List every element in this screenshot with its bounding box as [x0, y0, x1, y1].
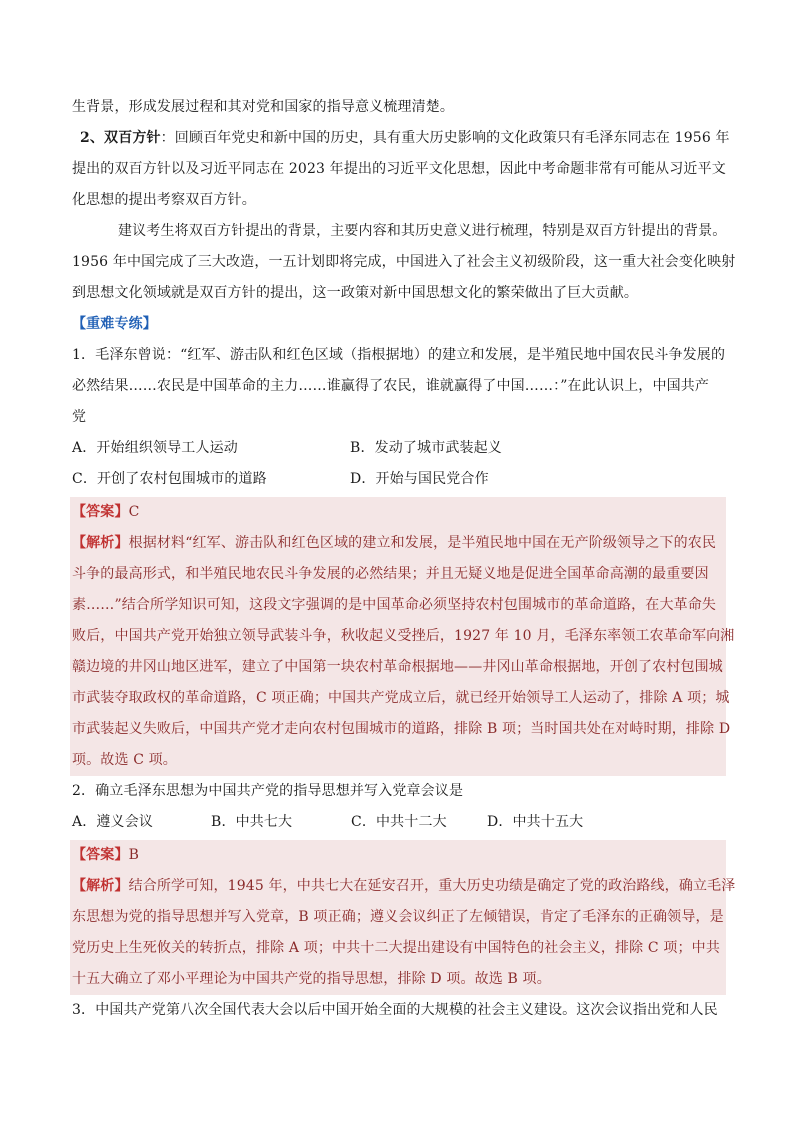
question-2-answer-block — [70, 840, 736, 995]
paragraph-line: 化思想的提出考察双百方针。 — [72, 192, 256, 208]
answer-value: C — [128, 504, 140, 520]
document-page — [72, 92, 736, 1026]
question-1-options-row — [72, 433, 724, 464]
option-b: B．发动了城市武装起义 — [350, 440, 502, 456]
section-title: 【重难专练】 — [72, 316, 157, 332]
option-a: A．遵义会议 — [72, 814, 154, 830]
option-b: B．中共七大 — [211, 814, 293, 830]
option-d: D．开始与国民党合作 — [350, 471, 489, 487]
option-d: D．中共十五大 — [487, 814, 584, 830]
analysis-line: 十五大确立了邓小平理论为中国共产党的指导思想，排除 D 项。故选 B 项。 — [72, 971, 551, 987]
paragraph-text: ：回顾百年党史和新中国的历史，具有重大历史影响的文化政策只有毛泽东同志在 1956 年 — [160, 130, 730, 146]
analysis-line: 东思想为党的指导思想并写入党章，B 项正确；遵义会议纠正了左倾错误，肯定了毛泽东的正确领导，是 — [72, 909, 724, 925]
question-3-stem: 3．中国共产党第八次全国代表大会以后中国开始全面的大规模的社会主义建设。这次会议指出党和人民 — [72, 1002, 718, 1018]
analysis-line: 市武装夺取政权的革命道路，C 项正确；中国共产党成立后，就已经开始领导工人运动了，排除 A 项；城 — [72, 690, 730, 706]
analysis-line: 市武装起义失败后，中国共产党才走向农村包围城市的道路，排除 B 项；当时国共处在对峙时期，排除 D — [72, 721, 731, 737]
question-1-answer-block — [70, 497, 735, 776]
analysis-line — [72, 871, 736, 902]
analysis-line: 素……”结合所学知识可知，这段文字强调的是中国革命必须坚持农村包围城市的革命道路，在大革命失 — [72, 597, 717, 613]
analysis-line: 赣边境的井冈山地区进军，建立了中国第一块农村革命根据地——井冈山革命根据地，开创了农村包围城 — [72, 659, 723, 675]
answer-line — [72, 840, 726, 871]
option-c: C．开创了农村包围城市的道路 — [72, 471, 267, 487]
paragraph-line: 到思想文化领域就是双百方针的提出，这一政策对新中国思想文化的繁荣做出了巨大贡献。 — [72, 285, 638, 301]
paragraph-label: 2、双百方针 — [80, 130, 161, 146]
question-1-stem: 必然结果……农民是中国革命的主力……谁赢得了农民，谁就赢得了中国……：”在此认识上，中国共产 — [72, 378, 710, 394]
question-2-options-row — [72, 807, 724, 838]
analysis-line: 败后，中国共产党开始独立领导武装斗争，秋收起义受挫后，1927 年 10 月，毛泽东率领工农革命军向湘 — [72, 628, 735, 644]
analysis-line: 项。故选 C 项。 — [72, 752, 177, 768]
answer-line — [72, 497, 726, 528]
analysis-line: 斗争的最高形式，和半殖民地农民斗争发展的必然结果；并且无疑义地是促进全国革命高潮的最重要因 — [72, 566, 709, 582]
option-a: A．开始组织领导工人运动 — [72, 440, 238, 456]
answer-tag: 【答案】 — [72, 847, 129, 863]
option-c: C．中共十二大 — [351, 814, 447, 830]
paragraph-double-hundred — [72, 123, 730, 154]
analysis-line: 党历史上生死攸关的转折点，排除 A 项；中共十二大提出建设有中国特色的社会主义，排除 C 项；中共 — [72, 940, 720, 956]
question-1-stem: 1．毛泽东曾说：“红军、游击队和红色区域（指根据地）的建立和发展，是半殖民地中国农民斗争发展的 — [72, 347, 726, 363]
question-2-stem: 2．确立毛泽东思想为中国共产党的指导思想并写入党章会议是 — [72, 783, 464, 799]
analysis-tag: 【解析】 — [72, 878, 129, 894]
analysis-text: 结合所学可知，1945 年，中共七大在延安召开，重大历史功绩是确定了党的政治路线，确立毛泽 — [128, 878, 736, 894]
question-1-stem: 党 — [72, 409, 87, 425]
intro-line: 生背景，形成发展过程和其对党和国家的指导意义梳理清楚。 — [72, 99, 455, 115]
paragraph-line: 提出的双百方针以及习近平同志在 2023 年提出的习近平文化思想，因此中考命题非常有可能从习近平文 — [72, 161, 726, 177]
analysis-text: 根据材料“红军、游击队和红色区域的建立和发展，是半殖民地中国在无产阶级领导之下的农民 — [128, 535, 717, 551]
paragraph-line: 1956 年中国完成了三大改造，一五计划即将完成，中国进入了社会主义初级阶段，这一重大社会变化映射 — [72, 254, 736, 270]
paragraph-line: 建议考生将双百方针提出的背景，主要内容和其历史意义进行梳理，特别是双百方针提出的背景。 — [118, 223, 727, 239]
analysis-line — [72, 528, 726, 559]
answer-tag: 【答案】 — [72, 504, 129, 520]
analysis-tag: 【解析】 — [72, 535, 129, 551]
answer-value: B — [128, 847, 140, 863]
question-1-options-row — [72, 464, 724, 495]
